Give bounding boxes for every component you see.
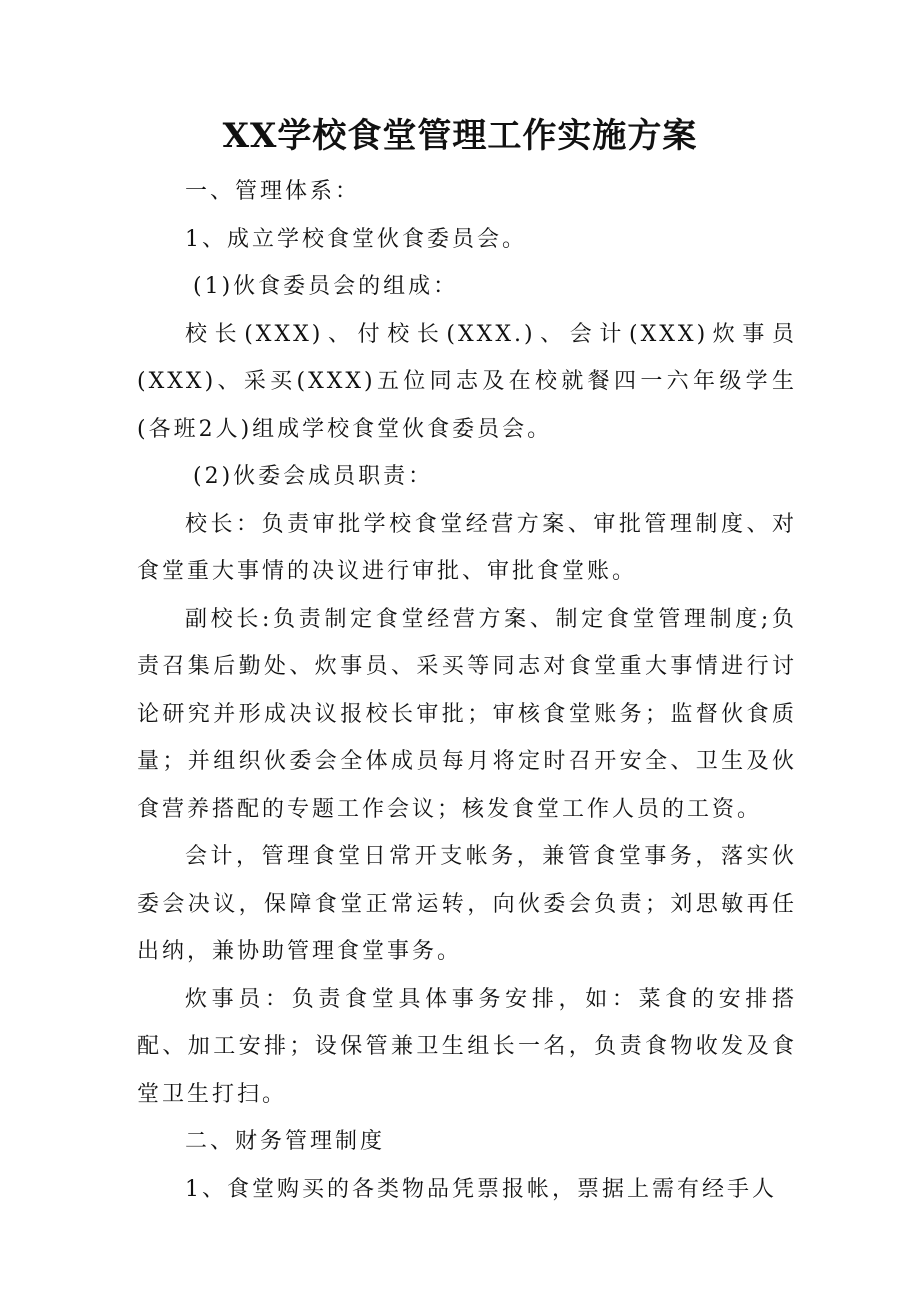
document-title: XX学校食堂管理工作实施方案 bbox=[222, 116, 698, 156]
paragraph-accountant-duties: 会计，管理食堂日常开支帐务，兼管食堂事务，落实伙委会决议，保障食堂正常运转，向伙委会负责；刘思敏再任出纳，兼协助管理食堂事务。 bbox=[137, 844, 797, 964]
paragraph-committee-members: 校长(XXX)、付校长(XXX.)、会计(XXX)炊事员(XXX)、采买(XXX)五位同志及在校就餐四一六年级学生(各班2人)组成学校食堂伙食委员会。 bbox=[137, 321, 797, 442]
subitem-member-duties: (2)伙委会成员职责： bbox=[193, 464, 434, 489]
item-receipts: 1、食堂购买的各类物品凭票报帐，票据上需有经手人 bbox=[185, 1176, 777, 1202]
section-heading-management-system: 一、管理体系： bbox=[185, 179, 361, 204]
paragraph-principal-duties: 校长：负责审批学校食堂经营方案、审批管理制度、对食堂重大事情的决议进行审批、审批食堂账。 bbox=[137, 511, 797, 584]
paragraph-vice-principal-duties: 副校长:负责制定食堂经营方案、制定食堂管理制度;负责召集后勤处、炊事员、采买等同志对食堂重大事情进行讨论研究并形成决议报校长审批；审核食堂账务；监督伙食质量；并组织伙委会全体成员每月将定时召开安全、卫生及伙食营养搭配的专题工作会议；核发食堂工作人员的工资。 bbox=[137, 606, 797, 822]
item-establish-committee: 1、成立学校食堂伙食委员会。 bbox=[185, 226, 527, 252]
section-heading-finance: 二、财务管理制度 bbox=[185, 1129, 386, 1154]
paragraph-cook-duties: 炊事员：负责食堂具体事务安排，如：菜食的安排搭配、加工安排；设保管兼卫生组长一名，负责食物收发及食堂卫生打扫。 bbox=[137, 986, 797, 1107]
subitem-committee-composition: (1)伙食委员会的组成： bbox=[193, 274, 459, 299]
document-body bbox=[137, 168, 797, 1213]
